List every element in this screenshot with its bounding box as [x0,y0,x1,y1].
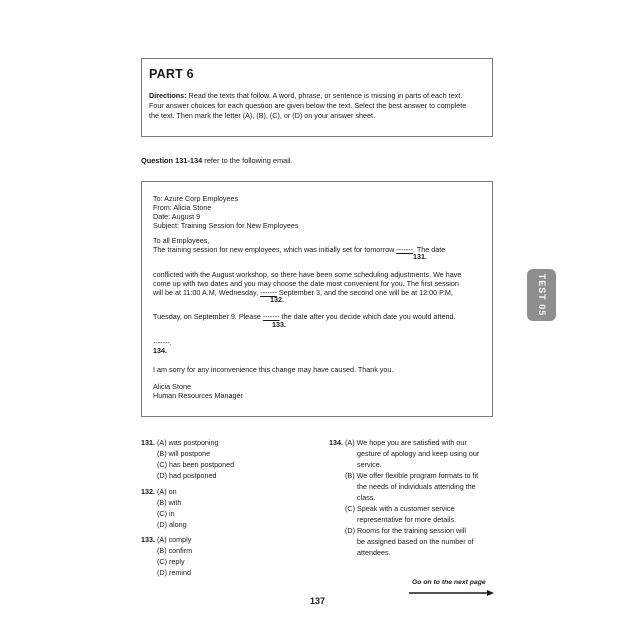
option-a-continued: service. [357,460,382,469]
option-d-continued: attendees. [357,548,391,557]
question-number: 132. [141,487,155,496]
option-c[interactable]: (C) in [157,509,175,518]
question-number: 134. [329,438,343,447]
blank-number-134: 134. [153,346,167,355]
option-c[interactable]: (C) Speak with a customer service [345,504,455,513]
email-line-4-start: will be at 11:00 A.M, Wednesday, [153,288,261,297]
option-a-continued: gesture of apology and keep using our [357,449,480,458]
question-reference-text: refer to the following email. [202,156,293,165]
email-to: To: Azure Corp Employees [153,194,239,203]
option-c-continued: representative for more details. [357,515,457,524]
email-greeting: To all Employees, [153,236,210,245]
part-header-box [141,58,493,137]
option-b[interactable]: (B) will postpone [157,449,211,458]
email-date: Date: August 9 [153,212,201,221]
option-b-continued: class. [357,493,376,502]
email-line-5-end: the date after you decide which date you would attend. [279,312,456,321]
email-signature-name: Alicia Stone [153,382,191,391]
option-d[interactable]: (D) Rooms for the training session will [345,526,467,535]
directions-line-3: the text. Then mark the letter (A), (B), (C), or (D) on your answer sheet. [149,111,375,120]
email-passage-box [141,181,493,417]
question-reference [141,156,293,165]
email-apology: I am sorry for any inconvenience this change may have caused. Thank you. [153,365,394,374]
email-line-2: conflicted with the August workshop, so there have been some scheduling adjustments. We have [153,270,462,279]
blank-132: ------- [260,288,277,297]
email-line-3: come up with two dates and you may choose the date most convenient for you. The first session [153,279,459,288]
email-line-5 [153,312,455,321]
email-subject: Subject: Training Session for New Employees [153,221,299,230]
blank-number-131: 131. [413,252,427,261]
email-line-4 [153,288,453,297]
email-line-1-end: . The date [413,245,446,254]
blank-133: ------- [262,312,280,321]
option-c[interactable]: (C) has been postponed [157,460,235,469]
option-a[interactable]: (A) comply [157,535,192,544]
option-b[interactable]: (B) We offer flexible program formats to fit [345,471,479,480]
email-line-4-end: September 3, and the second one will be at 12:00 P.M, [276,288,453,297]
option-b[interactable]: (B) confirm [157,546,193,555]
next-page-arrow-icon [409,589,494,597]
test-tab-label: TEST 05 [536,273,547,317]
email-line-1-start: The training session for new employees, which was initially set for tomorrow [153,245,397,254]
option-b[interactable]: (B) with [157,498,182,507]
email-signature-title: Human Resources Manager [153,391,243,400]
blank-134: -------. [153,338,172,347]
option-d[interactable]: (D) remind [157,568,191,577]
option-b-continued: the needs of individuals attending the [357,482,476,491]
test-tab [527,269,556,321]
option-d-continued: be assigned based on the number of [357,537,474,546]
option-d[interactable]: (D) had postponed [157,471,217,480]
directions-text [149,91,485,121]
option-d[interactable]: (D) along [157,520,187,529]
directions-line-2: Four answer choices for each question are given below the text. Select the best answer to complete [149,101,467,110]
question-number: 131. [141,438,155,447]
part-title: PART 6 [149,67,194,81]
option-a[interactable]: (A) on [157,487,177,496]
go-on-text: Go on to the next page [412,579,486,586]
option-c[interactable]: (C) reply [157,557,185,566]
email-from: From: Alicia Stone [153,203,212,212]
question-reference-range: Question 131-134 [141,156,203,165]
email-line-5-start: Tuesday, on September 9. Please [153,312,263,321]
option-a[interactable]: (A) was postponing [157,438,219,447]
email-line-1 [153,245,445,254]
blank-number-132: 132. [270,295,284,304]
directions-line-1: Read the texts that follow. A word, phrase, or sentence is missing in parts of each text. [186,91,463,100]
directions-label: Directions: [149,91,187,100]
page-number: 137 [310,596,326,606]
option-a[interactable]: (A) We hope you are satisfied with our [345,438,467,447]
blank-number-133: 133. [272,320,286,329]
blank-131: ------- [396,245,414,254]
question-number: 133. [141,535,155,544]
